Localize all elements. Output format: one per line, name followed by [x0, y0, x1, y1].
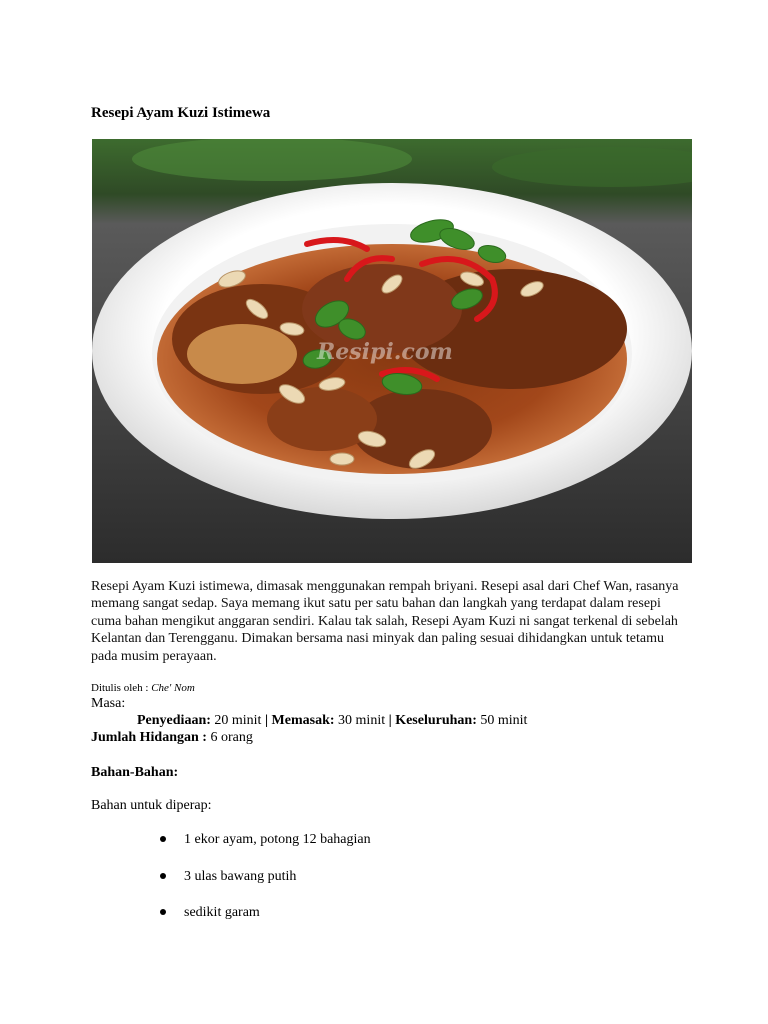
- prep-label: Penyediaan:: [137, 713, 211, 728]
- separator: |: [264, 713, 269, 728]
- byline: [91, 681, 195, 695]
- separator: |: [388, 713, 392, 728]
- photo-watermark: Resipi.com: [317, 339, 453, 365]
- ingredient-text: 3 ulas bawang putih: [184, 868, 297, 884]
- prep-value: 20 minit: [214, 713, 262, 728]
- ingredient-text: sedikit garam: [184, 905, 260, 920]
- byline-author: Che' Nom: [151, 682, 195, 694]
- cook-value: 30 minit: [338, 713, 386, 728]
- total-label: Keseluruhan:: [395, 713, 477, 728]
- recipe-photo: [92, 139, 692, 563]
- recipe-title: Resepi Ayam Kuzi Istimewa: [91, 105, 271, 121]
- bullet-icon: [160, 909, 166, 915]
- ingredient-text: 1 ekor ayam, potong 12 bahagian: [184, 832, 371, 847]
- bullet-icon: [160, 836, 166, 842]
- byline-label: Ditulis oleh :: [91, 682, 149, 694]
- ingredients-heading: Bahan-Bahan:: [91, 765, 179, 780]
- cook-label: Memasak:: [271, 713, 335, 728]
- masa-label: Masa:: [91, 696, 126, 711]
- time-info: [137, 712, 527, 729]
- intro-paragraph: [91, 578, 681, 665]
- ingredient-list: [158, 831, 371, 941]
- total-value: 50 minit: [480, 713, 528, 728]
- servings-value: 6 orang: [210, 730, 253, 745]
- servings: [91, 729, 253, 746]
- list-item: [158, 904, 371, 921]
- bullet-icon: [160, 873, 166, 879]
- servings-label: Jumlah Hidangan :: [91, 730, 207, 745]
- intro-text: Resepi Ayam Kuzi istimewa, dimasak menggunakan rempah briyani. Resepi asal dari Chef Wan, rasanya memang sangat sedap. Saya memang ikut satu per satu bahan dan langkah yang terdapat dalam resepi cuma bahan mengikut anggaran sendiri. Kalau tak salah, Resepi Ayam Kuzi ni sangat terkenal di sebelah Kelantan dan Terengganu. Dimakan bersama nasi minyak dan paling sesuai dihidangkan untuk tetamu pada musim perayaan.: [91, 579, 679, 664]
- list-item: [158, 868, 371, 885]
- list-item: [158, 831, 371, 848]
- marinade-heading: Bahan untuk diperap:: [91, 798, 212, 813]
